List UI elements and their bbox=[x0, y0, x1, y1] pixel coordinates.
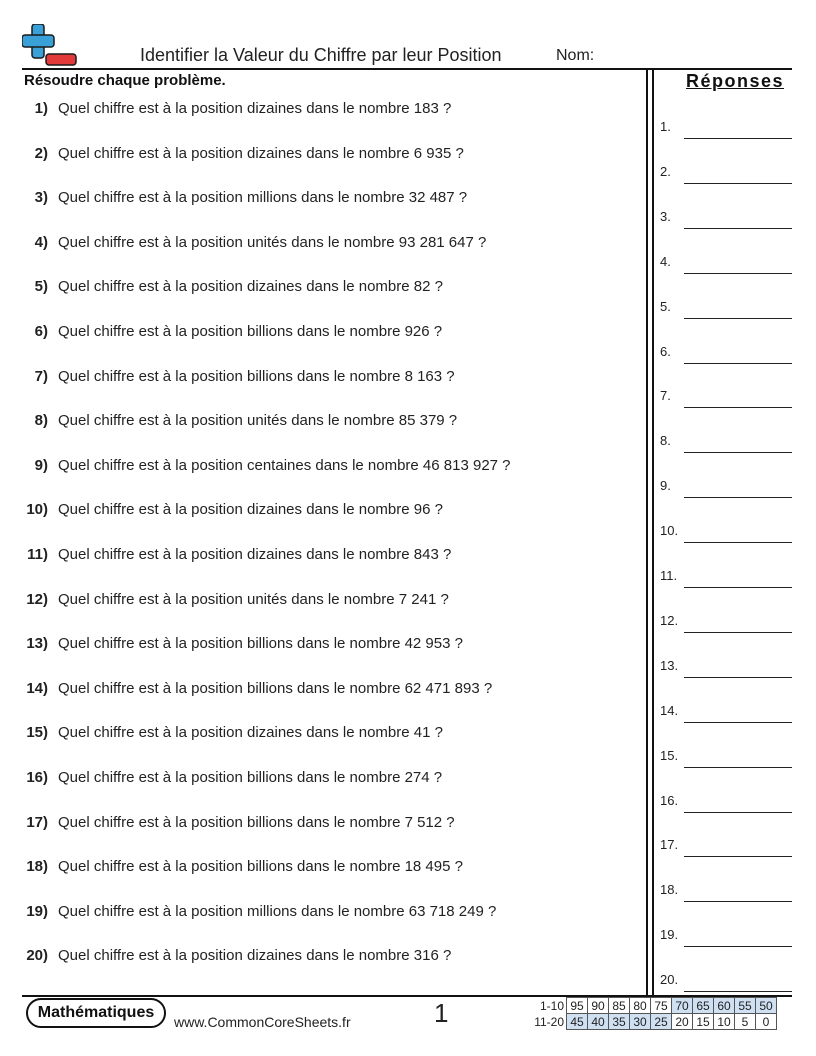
problem-text: Quel chiffre est à la position unités dans le nombre 93 281 647 ? bbox=[58, 233, 487, 251]
problem-item bbox=[0, 546, 640, 568]
score-cell: 20 bbox=[672, 1014, 693, 1030]
answer-line[interactable] bbox=[684, 228, 792, 229]
problem-item bbox=[0, 858, 640, 880]
answer-blank[interactable] bbox=[660, 209, 792, 229]
score-cell: 75 bbox=[651, 998, 672, 1014]
problem-number: 6) bbox=[34, 323, 48, 340]
answer-number: 19. bbox=[660, 927, 679, 943]
score-cell: 40 bbox=[588, 1014, 609, 1030]
score-cell: 80 bbox=[630, 998, 651, 1014]
answer-line[interactable] bbox=[684, 363, 792, 364]
problem-text: Quel chiffre est à la position billions dans le nombre 274 ? bbox=[58, 769, 443, 786]
score-row-label: 1-10 bbox=[539, 998, 564, 1013]
answer-line[interactable] bbox=[684, 856, 792, 857]
answer-number: 8. bbox=[660, 433, 671, 449]
answer-line[interactable] bbox=[684, 677, 792, 678]
score-cell: 60 bbox=[714, 998, 735, 1014]
problem-text: Quel chiffre est à la position dizaines dans le nombre 316 ? bbox=[58, 947, 452, 965]
problem-item bbox=[0, 814, 640, 836]
problem-item bbox=[0, 903, 640, 925]
answer-number: 2. bbox=[660, 163, 671, 179]
problem-text: Quel chiffre est à la position unités dans le nombre 7 241 ? bbox=[58, 590, 449, 608]
problem-item bbox=[0, 457, 640, 479]
answer-line[interactable] bbox=[684, 407, 792, 408]
problem-number: 9) bbox=[34, 456, 48, 474]
problem-number: 18) bbox=[26, 858, 48, 876]
problem-text: Quel chiffre est à la position dizaines dans le nombre 183 ? bbox=[58, 100, 452, 117]
problem-text: Quel chiffre est à la position billions dans le nombre 926 ? bbox=[58, 323, 443, 340]
problem-number: 14) bbox=[26, 679, 48, 697]
answer-blank[interactable] bbox=[660, 388, 792, 408]
column-divider bbox=[646, 68, 648, 996]
answer-number: 13. bbox=[660, 657, 679, 673]
answer-number: 20. bbox=[660, 972, 679, 988]
problem-text: Quel chiffre est à la position billions dans le nombre 42 953 ? bbox=[58, 635, 463, 653]
score-row bbox=[528, 998, 777, 1014]
answer-line[interactable] bbox=[684, 273, 792, 274]
answer-blank[interactable] bbox=[660, 119, 792, 139]
problem-item bbox=[0, 368, 640, 390]
problem-number: 2) bbox=[34, 144, 48, 162]
problem-item bbox=[0, 189, 640, 211]
problem-text: Quel chiffre est à la position billions dans le nombre 62 471 893 ? bbox=[58, 679, 493, 697]
answer-line[interactable] bbox=[684, 722, 792, 723]
answer-line[interactable] bbox=[684, 138, 792, 139]
score-cell: 5 bbox=[735, 1014, 756, 1030]
problem-number: 20) bbox=[26, 947, 48, 965]
score-cell: 90 bbox=[588, 998, 609, 1014]
answer-number: 4. bbox=[660, 253, 671, 269]
answer-blank[interactable] bbox=[660, 433, 792, 453]
problem-text: Quel chiffre est à la position billions dans le nombre 7 512 ? bbox=[58, 813, 455, 831]
answer-number: 1. bbox=[660, 119, 671, 134]
score-cell: 85 bbox=[609, 998, 630, 1014]
score-cell: 45 bbox=[567, 1014, 588, 1030]
score-cell: 15 bbox=[693, 1014, 714, 1030]
problem-text: Quel chiffre est à la position billions dans le nombre 18 495 ? bbox=[58, 858, 463, 876]
answer-blank[interactable] bbox=[660, 344, 792, 364]
answer-number: 11. bbox=[660, 568, 678, 583]
problem-number: 7) bbox=[34, 367, 48, 385]
answer-line[interactable] bbox=[684, 183, 792, 184]
answer-number: 5. bbox=[660, 298, 671, 314]
problem-number: 4) bbox=[34, 233, 48, 251]
score-cell: 0 bbox=[756, 1014, 777, 1030]
website-link[interactable]: www.CommonCoreSheets.fr bbox=[174, 1014, 351, 1030]
answer-number: 14. bbox=[660, 702, 679, 718]
problem-text: Quel chiffre est à la position centaines dans le nombre 46 813 927 ? bbox=[58, 456, 511, 474]
page-number: 1 bbox=[434, 998, 449, 1028]
problem-number: 13) bbox=[26, 635, 48, 653]
worksheet-title: Identifier la Valeur du Chiffre par leur Position bbox=[140, 45, 502, 65]
problem-item bbox=[0, 680, 640, 702]
problem-item bbox=[0, 635, 640, 657]
problem-text: Quel chiffre est à la position dizaines dans le nombre 843 ? bbox=[58, 546, 452, 563]
problem-item bbox=[0, 501, 640, 523]
problem-item bbox=[0, 323, 640, 345]
problem-number: 8) bbox=[34, 412, 48, 430]
answer-blank[interactable] bbox=[660, 523, 792, 543]
score-cell: 70 bbox=[672, 998, 693, 1014]
instructions: Résoudre chaque problème. bbox=[24, 72, 226, 89]
answer-blank[interactable] bbox=[660, 748, 792, 768]
problem-item bbox=[0, 145, 640, 167]
answer-number: 9. bbox=[660, 478, 671, 494]
score-row bbox=[528, 1014, 777, 1030]
score-row-label: 11-20 bbox=[534, 1014, 564, 1029]
score-cell: 65 bbox=[693, 998, 714, 1014]
problem-item bbox=[0, 947, 640, 969]
answer-line[interactable] bbox=[684, 587, 792, 588]
problem-text: Quel chiffre est à la position unités dans le nombre 85 379 ? bbox=[58, 412, 458, 430]
problem-number: 5) bbox=[34, 278, 48, 296]
header-divider bbox=[22, 68, 792, 70]
answer-line[interactable] bbox=[684, 542, 792, 543]
problem-item bbox=[0, 591, 640, 613]
score-cell: 95 bbox=[567, 998, 588, 1014]
answer-blank[interactable] bbox=[660, 478, 792, 498]
answer-line[interactable] bbox=[684, 767, 792, 768]
answer-line[interactable] bbox=[684, 946, 792, 947]
problem-text: Quel chiffre est à la position millions dans le nombre 63 718 249 ? bbox=[58, 902, 497, 920]
answer-blank[interactable] bbox=[660, 837, 792, 857]
answer-blank[interactable] bbox=[660, 568, 792, 588]
answer-number: 3. bbox=[660, 208, 671, 224]
answer-line[interactable] bbox=[684, 901, 792, 902]
answer-blank[interactable] bbox=[660, 882, 792, 902]
name-label: Nom: bbox=[556, 47, 595, 64]
problem-text: Quel chiffre est à la position dizaines dans le nombre 6 935 ? bbox=[58, 144, 464, 162]
problem-number: 15) bbox=[26, 724, 48, 742]
problem-item bbox=[0, 278, 640, 300]
problem-number: 17) bbox=[26, 813, 48, 831]
answer-blank[interactable] bbox=[660, 658, 792, 678]
answer-blank[interactable] bbox=[660, 613, 792, 633]
problem-number: 11) bbox=[27, 546, 48, 563]
answer-line[interactable] bbox=[684, 497, 792, 498]
answer-number: 10. bbox=[660, 523, 679, 539]
score-cell: 55 bbox=[735, 998, 756, 1014]
answer-blank[interactable] bbox=[660, 299, 792, 319]
answer-number: 6. bbox=[660, 343, 671, 359]
problem-text: Quel chiffre est à la position dizaines dans le nombre 41 ? bbox=[58, 724, 443, 742]
answer-number: 18. bbox=[660, 882, 679, 898]
problem-item bbox=[0, 412, 640, 434]
answers-title: Réponses bbox=[686, 71, 785, 91]
problem-item bbox=[0, 769, 640, 791]
answer-line[interactable] bbox=[684, 318, 792, 319]
answer-blank[interactable] bbox=[660, 703, 792, 723]
score-cell: 25 bbox=[651, 1014, 672, 1030]
answer-line[interactable] bbox=[684, 991, 792, 992]
problem-item bbox=[0, 724, 640, 746]
problem-number: 12) bbox=[26, 590, 48, 608]
problem-text: Quel chiffre est à la position dizaines dans le nombre 82 ? bbox=[58, 278, 443, 296]
problem-text: Quel chiffre est à la position dizaines dans le nombre 96 ? bbox=[58, 501, 443, 519]
score-table bbox=[528, 997, 777, 1030]
subject-badge: Mathématiques bbox=[26, 998, 166, 1028]
answer-number: 16. bbox=[660, 792, 679, 808]
score-cell: 35 bbox=[609, 1014, 630, 1030]
answer-line[interactable] bbox=[684, 452, 792, 453]
column-divider bbox=[652, 68, 654, 996]
problem-text: Quel chiffre est à la position millions dans le nombre 32 487 ? bbox=[58, 189, 468, 207]
answer-number: 15. bbox=[660, 747, 679, 763]
score-cell: 50 bbox=[756, 998, 777, 1014]
answer-blank[interactable] bbox=[660, 164, 792, 184]
problem-number: 1) bbox=[34, 100, 48, 117]
answer-number: 17. bbox=[660, 837, 679, 853]
answer-blank[interactable] bbox=[660, 927, 792, 947]
answer-number: 12. bbox=[660, 612, 679, 628]
plus-minus-icon bbox=[22, 24, 78, 68]
answer-line[interactable] bbox=[684, 812, 792, 813]
problem-item bbox=[0, 234, 640, 256]
problem-text: Quel chiffre est à la position billions dans le nombre 8 163 ? bbox=[58, 367, 455, 385]
problem-number: 10) bbox=[26, 501, 48, 519]
score-cell: 10 bbox=[714, 1014, 735, 1030]
answer-number: 7. bbox=[660, 388, 671, 404]
answer-blank[interactable] bbox=[660, 793, 792, 813]
problem-item bbox=[0, 100, 640, 122]
answer-blank[interactable] bbox=[660, 972, 792, 992]
answer-line[interactable] bbox=[684, 632, 792, 633]
problem-number: 19) bbox=[26, 902, 48, 920]
problem-number: 16) bbox=[26, 769, 48, 786]
score-cell: 30 bbox=[630, 1014, 651, 1030]
problem-number: 3) bbox=[34, 189, 48, 207]
answer-blank[interactable] bbox=[660, 254, 792, 274]
